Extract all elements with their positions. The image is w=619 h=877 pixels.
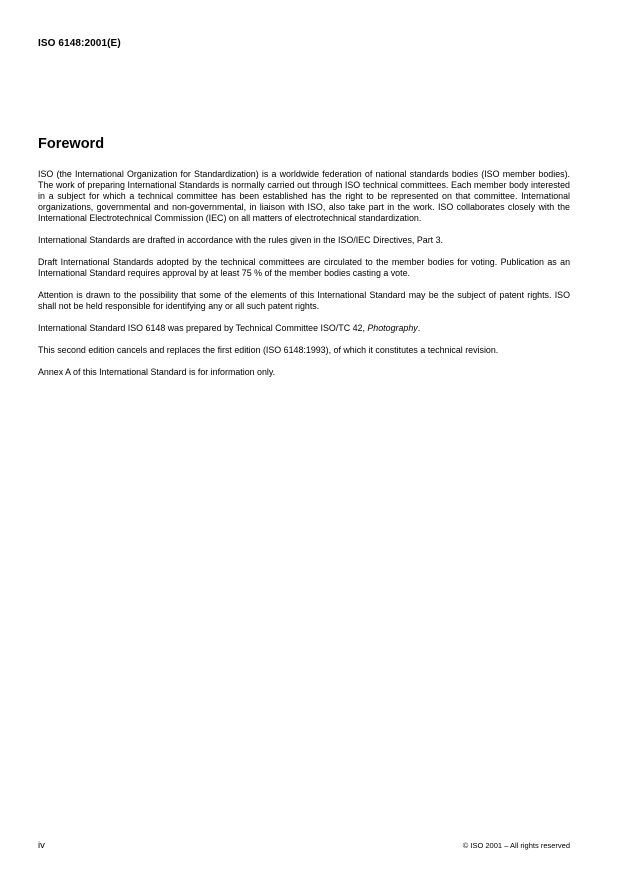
page-number: iv: [38, 840, 45, 851]
paragraph-prepared-by: [38, 323, 570, 334]
paragraph-drafting-rules: International Standards are drafted in accordance with the rules given in the ISO/IEC Directives, Part 3.: [38, 235, 444, 245]
paragraph-patent-rights: Attention is drawn to the possibility that some of the elements of this International Standard may be the subject of patent rights. ISO shall not be held responsible for identifying any or all such patent rights.: [38, 290, 570, 311]
document-header-id: ISO 6148:2001(E): [38, 38, 121, 49]
committee-subject: Photography: [367, 323, 418, 333]
copyright-notice: © ISO 2001 – All rights reserved: [462, 841, 570, 850]
paragraph-voting: Draft International Standards adopted by the technical committees are circulated to the member bodies for voting. Publication as an International Standard requires approval by at least 75 % of the member bodies casting a vote.: [38, 257, 570, 278]
paragraph-edition: This second edition cancels and replaces the first edition (ISO 6148:1993), of which it constitutes a technical revision.: [38, 345, 499, 355]
prepared-by-end: .: [417, 323, 421, 333]
section-title: Foreword: [38, 136, 105, 152]
prepared-by-text: International Standard ISO 6148 was prepared by Technical Committee ISO/TC 42,: [38, 323, 368, 333]
foreword-body: [38, 169, 570, 389]
paragraph-annex: Annex A of this International Standard is for information only.: [38, 367, 276, 377]
paragraph-iso-overview: ISO (the International Organization for Standardization) is a worldwide federation of national standards bodies (ISO member bodies). The work of preparing International Standards is normally carried out through ISO technical committees. Each member body interested in a subject for which a technical committee has been established has the right to be represented on that committee. International organizations, governmental and non-governmental, in liaison with ISO, also take part in the work. ISO collaborates closely with the International Electrotechnical Commission (IEC) on all matters of electrotechnical standardization.: [38, 169, 570, 223]
